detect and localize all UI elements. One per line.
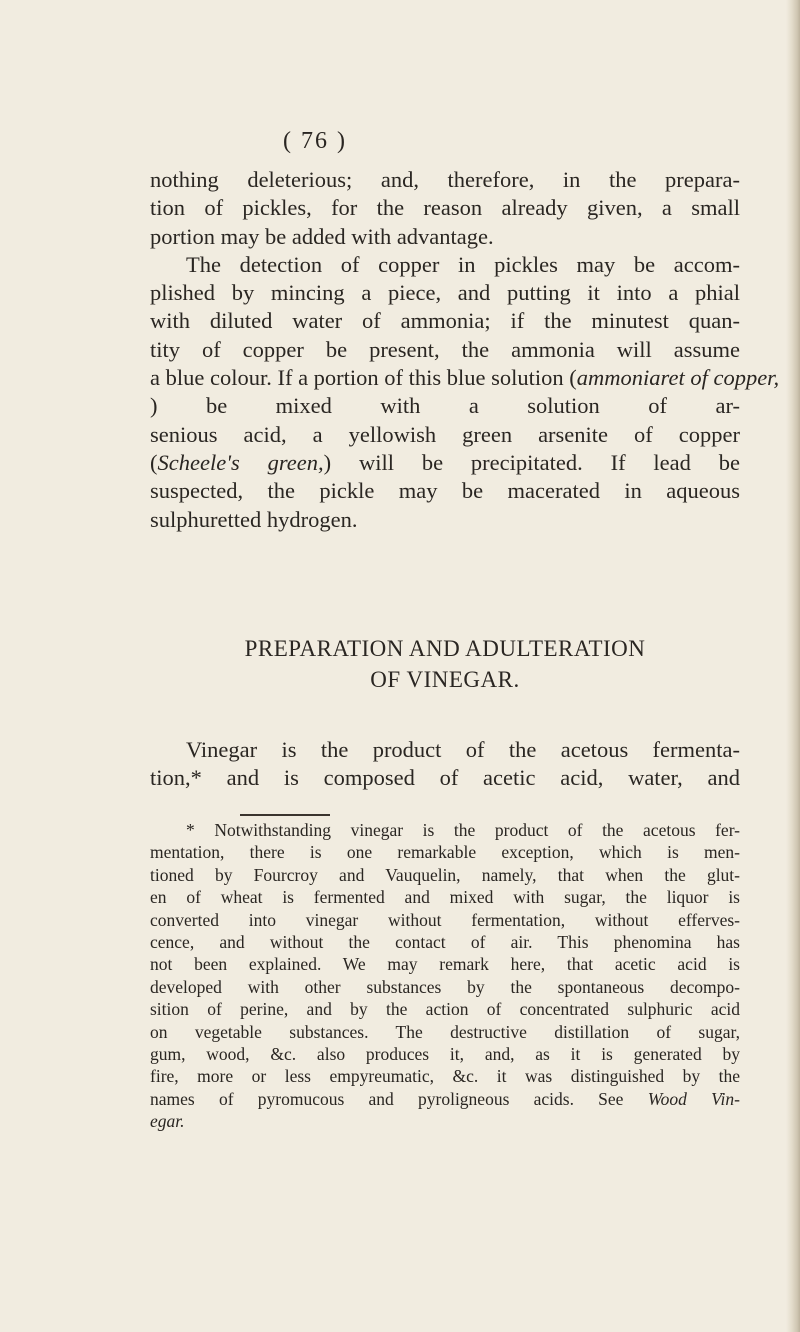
text-line: tion,* and is composed of acetic acid, water, and xyxy=(150,765,740,791)
footnote-line: converted into vinegar without fermentation, without efferves- xyxy=(150,909,740,930)
text-line: portion may be added with advantage. xyxy=(150,223,494,249)
footnote-line: gum, wood, &c. also produces it, and, as it is generated by xyxy=(150,1044,740,1065)
text-line: with diluted water of ammonia; if the minutest quan- xyxy=(150,308,740,334)
footnote-line-composite xyxy=(150,1088,740,1110)
italic-term-wood-vinegar-cont: egar. xyxy=(150,1111,185,1132)
text-fragment: ) will be precipitated. If lead be xyxy=(323,449,740,475)
footnote-line: en of wheat is fermented and mixed with sugar, the liquor is xyxy=(150,887,740,908)
footnote-line: mentation, there is one remarkable exception, which is men- xyxy=(150,842,740,863)
section-heading-sub: OF VINEGAR. xyxy=(370,667,520,692)
footnote-line: cence, and without the contact of air. This phenomina has xyxy=(150,932,740,953)
text-line: The detection of copper in pickles may be accom- xyxy=(186,251,740,277)
text-line-composite xyxy=(150,392,740,420)
text-fragment: a blue colour. If a portion of this blue solution ( xyxy=(150,365,577,391)
footnote-line xyxy=(150,1110,740,1132)
text-fragment: ) be mixed with a solution of ar- xyxy=(150,393,740,419)
text-fragment: ( xyxy=(150,449,158,475)
text-line: suspected, the pickle may be macerated in aqueous xyxy=(150,478,740,504)
text-line: nothing deleterious; and, therefore, in the prepara- xyxy=(150,167,740,192)
text-line: plished by mincing a piece, and putting it into a phial xyxy=(150,280,740,306)
paragraph-pickles xyxy=(150,166,780,534)
footnote xyxy=(150,819,740,1133)
italic-term-scheeles-green: Scheele's green, xyxy=(157,449,324,475)
page-edge-shadow xyxy=(786,0,800,1332)
footnote-line: fire, more or less empyreumatic, &c. it was distinguished by the xyxy=(150,1066,740,1087)
paragraph-vinegar xyxy=(150,736,740,793)
footnote-line: tioned by Fourcroy and Vauquelin, namely, that when the glut- xyxy=(150,864,740,885)
text-line-composite xyxy=(150,364,780,392)
text-line: tity of copper be present, the ammonia will assume xyxy=(150,336,740,362)
text-line-composite xyxy=(150,449,740,477)
text-line: Vinegar is the product of the acetous fermenta- xyxy=(186,737,740,762)
text-fragment: names of pyromucous and pyroligneous acids. See xyxy=(150,1088,648,1109)
footnote-line: not been explained. We may remark here, that acetic acid is xyxy=(150,954,740,975)
section-heading: PREPARATION AND ADULTERATION xyxy=(244,636,646,661)
footnote-line: * Notwithstanding vinegar is the product of the acetous fer- xyxy=(186,820,740,840)
footnote-divider xyxy=(240,814,330,816)
text-line: sulphuretted hydrogen. xyxy=(150,506,358,532)
text-line: senious acid, a yellowish green arsenite of copper xyxy=(150,421,740,447)
italic-term-wood-vinegar: Wood Vin- xyxy=(647,1088,740,1109)
footnote-line: developed with other substances by the spontaneous decompo- xyxy=(150,976,740,997)
italic-term-ammoniaret: ammoniaret of copper, xyxy=(576,365,780,391)
text-line: tion of pickles, for the reason already given, a small xyxy=(150,195,740,221)
footnote-line: sition of perine, and by the action of concentrated sulphuric acid xyxy=(150,999,740,1020)
page-number: ( 76 ) xyxy=(283,128,347,154)
footnote-line: on vegetable substances. The destructive distillation of sugar, xyxy=(150,1021,740,1042)
